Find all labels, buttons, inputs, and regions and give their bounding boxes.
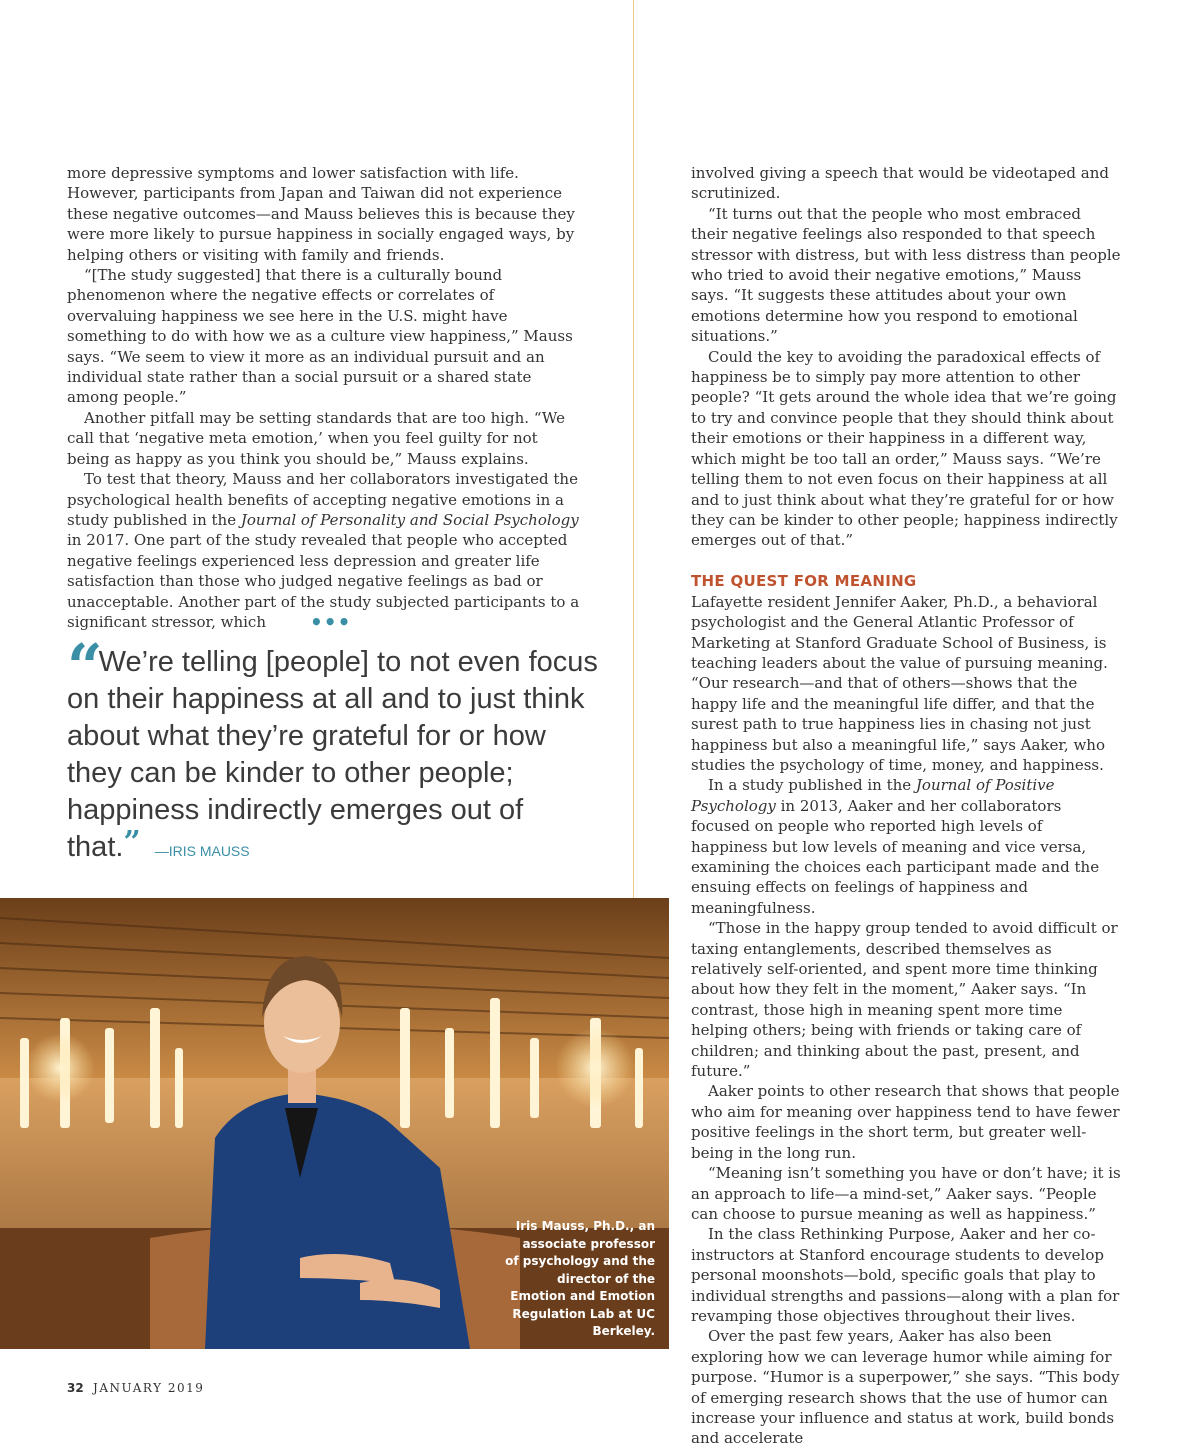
- left-column: [67, 163, 582, 632]
- body-text: In a study published in the: [708, 776, 916, 795]
- body-paragraph: Over the past few years, Aaker has also been exploring how we can leverage humor while aiming for purpose. “Humor is a superpower,” she says. “This body of emerging research shows that the use of humor can increase your influence and status at work, build bonds and accelerate: [691, 1327, 1120, 1448]
- page-footer: [67, 1381, 204, 1395]
- photo-caption: Iris Mauss, Ph.D., an associate professor of psychology and the director of the Emotion and Emotion Regulation Lab at UC Berkeley.: [505, 1219, 655, 1338]
- separator-dots: •••: [310, 610, 352, 634]
- journal-title: Journal of Personality and Social Psychology: [240, 510, 579, 529]
- body-paragraph: more depressive symptoms and lower satisfaction with life. However, participants from Japan and Taiwan did not experience these negative outcomes—and Mauss believes this is because they were more likely to pursue happiness in socially engaged ways, by helping others or visiting with family and friends.: [67, 164, 575, 264]
- body-text: To test that theory, Mauss and her collaborators investigated the psychological health benefits of accepting negative emotions in a study published in the: [67, 470, 578, 529]
- body-paragraph: “It turns out that the people who most embraced their negative feelings also responded to that speech stressor with distress, but with less distress than people who tried to avoid their negative emotions,” Mauss says. “It suggests these attitudes about your own emotions determine how you respond to emotional situations.”: [691, 204, 1121, 346]
- body-paragraph: “Those in the happy group tended to avoid difficult or taxing entanglements, described themselves as relatively self-oriented, and spent more time thinking about how they felt in the moment,” Aaker says. “In contrast, those high in meaning spent more time helping others; being with friends or taking care of children; and thinking about the past, present, and future.”: [691, 919, 1118, 1081]
- body-paragraph: Another pitfall may be setting standards that are too high. “We call that ‘negative meta emotion,’ when you feel guilty for not being as happy as you think you should be,” Mauss explains.: [67, 408, 565, 468]
- body-text: in 2013, Aaker and her collaborators focused on people who reported high levels of happiness but low levels of meaning and vice versa, examining the choices each participant made and the ensuing effects on feelings of happiness and meaningfulness.: [691, 796, 1100, 917]
- pull-quote-attribution: —IRIS MAUSS: [154, 843, 250, 859]
- body-paragraph: “[The study suggested] that there is a culturally bound phenomenon where the negative effects or correlates of overvaluing happiness we see here in the U.S. might have something to do with how we as a culture view happiness,” Mauss says. “We seem to view it more as an individual pursuit and an individual state rather than a social pursuit or a shared state among people.”: [67, 266, 573, 407]
- right-column: [691, 163, 1121, 1449]
- pull-quote: [67, 630, 607, 870]
- journal-title: Journal of Positive Psychology: [691, 776, 1055, 815]
- section-heading: THE QUEST FOR MEANING: [691, 571, 917, 590]
- close-quote-mark: ”: [123, 825, 141, 860]
- body-text: in 2017. One part of the study revealed that people who accepted negative feelings experienced less depression and greater life satisfaction than those who judged negative feelings as bad or unacceptable. Another part of the study subjected participants to a significant stressor, which: [67, 531, 580, 631]
- body-paragraph: [67, 469, 582, 632]
- page-number: 32: [67, 1381, 84, 1395]
- body-paragraph: Could the key to avoiding the paradoxical effects of happiness be to simply pay more attention to other people? “It gets around the whole idea that we’re going to try and convince people that they should think about their emotions or their happiness in a different way, which might be too tall an order,” Mauss says. “We’re telling them to not even focus on their happiness at all and to just think about what they’re grateful for or how they can be kinder to other people; happiness indirectly emerges out of that.”: [691, 347, 1118, 550]
- body-paragraph: “Meaning isn’t something you have or don’t have; it is an approach to life—a mind-set,” Aaker says. “People can choose to pursue meaning as well as happiness.”: [691, 1164, 1121, 1223]
- body-paragraph: Lafayette resident Jennifer Aaker, Ph.D., a behavioral psychologist and the General Atlantic Professor of Marketing at Stanford Graduate School of Business, is teaching leaders about the value of pursuing meaning. “Our research—and that of others—shows that the happy life and the meaningful life differ, and that the surest path to true happiness lies in chasing not just happiness but also a meaningful life,” says Aaker, who studies the psychology of time, money, and happiness.: [691, 592, 1108, 774]
- column-divider-line: [633, 0, 634, 898]
- pull-quote-text: We’re telling [people] to not even focus on their happiness at all and to just think about what they’re grateful for or how they can be kinder to other people; happiness indirectly emerges out of that.: [67, 646, 598, 863]
- body-paragraph: Aaker points to other research that shows that people who aim for meaning over happiness tend to have fewer positive feelings in the short term, but greater well-being in the long run.: [691, 1082, 1120, 1162]
- portrait-photo: [0, 898, 669, 1349]
- issue-date: JANUARY 2019: [93, 1381, 205, 1395]
- body-paragraph: [691, 775, 1121, 918]
- body-paragraph: involved giving a speech that would be videotaped and scrutinized.: [691, 164, 1109, 203]
- body-paragraph: In the class Rethinking Purpose, Aaker and her co-instructors at Stanford encourage students to develop personal moonshots—bold, specific goals that play to individual strengths and passions—along with a plan for revamping those objectives throughout their lives.: [691, 1225, 1120, 1325]
- open-quote-mark: “: [67, 630, 95, 703]
